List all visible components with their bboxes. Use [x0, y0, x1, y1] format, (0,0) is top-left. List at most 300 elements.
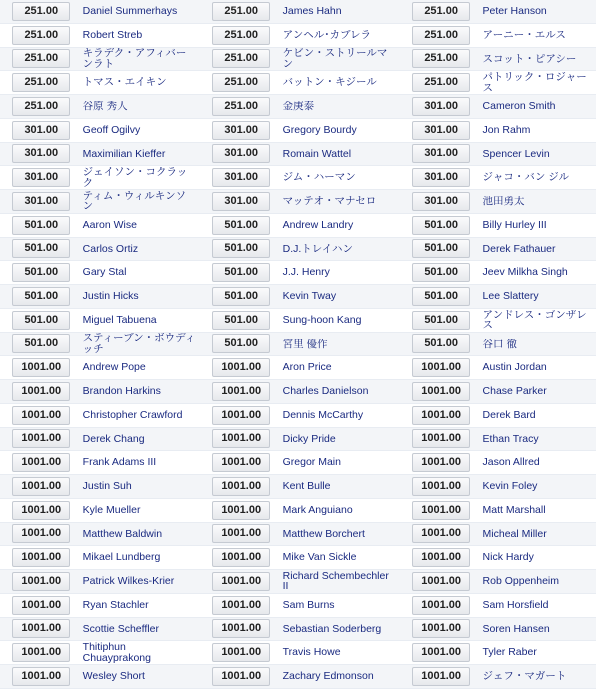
player-name: アンドレス・ゴンザレス — [482, 309, 587, 331]
odds-cell — [204, 261, 279, 285]
odds-button[interactable]: 501.00 — [212, 216, 270, 235]
odds-button[interactable]: 251.00 — [412, 49, 470, 68]
odds-cell — [404, 118, 479, 142]
odds-button[interactable]: 251.00 — [12, 49, 70, 68]
odds-button[interactable]: 301.00 — [412, 97, 470, 116]
column-gap — [396, 665, 404, 689]
odds-cell — [404, 332, 479, 356]
odds-button[interactable]: 1001.00 — [12, 619, 70, 638]
odds-button[interactable]: 1001.00 — [12, 572, 70, 591]
column-gap — [396, 356, 404, 380]
odds-button[interactable]: 501.00 — [412, 263, 470, 282]
player-name: Derek Bard — [482, 409, 536, 421]
odds-button[interactable]: 251.00 — [412, 26, 470, 45]
odds-button[interactable]: 1001.00 — [12, 643, 70, 662]
odds-cell — [404, 261, 479, 285]
player-name: 宮里 優作 — [282, 338, 328, 350]
odds-button[interactable]: 1001.00 — [412, 382, 470, 401]
player-name: Geoff Ogilvy — [82, 124, 141, 136]
column-gap — [196, 166, 204, 190]
odds-cell — [204, 332, 279, 356]
odds-button[interactable]: 301.00 — [12, 192, 70, 211]
odds-cell — [204, 427, 279, 451]
player-cell — [479, 475, 596, 499]
odds-button[interactable]: 501.00 — [212, 239, 270, 258]
player-cell — [479, 522, 596, 546]
player-name: スティーブン・ボウディッチ — [82, 333, 196, 355]
player-name: バットン・キジール — [282, 77, 377, 88]
odds-button[interactable]: 1001.00 — [212, 477, 270, 496]
odds-button[interactable]: 1001.00 — [412, 572, 470, 591]
player-name: Derek Chang — [82, 433, 145, 445]
player-name: Carlos Ortiz — [82, 243, 139, 255]
player-cell — [479, 237, 596, 261]
odds-cell — [404, 308, 479, 332]
odds-button[interactable]: 501.00 — [12, 216, 70, 235]
player-name: Dicky Pride — [282, 433, 336, 445]
odds-cell — [4, 0, 79, 23]
odds-button[interactable]: 1001.00 — [412, 619, 470, 638]
column-gap — [196, 118, 204, 142]
odds-button[interactable]: 251.00 — [212, 97, 270, 116]
player-name: Tyler Raber — [482, 647, 537, 658]
odds-cell — [404, 285, 479, 309]
odds-cell — [4, 23, 79, 47]
odds-cell — [4, 641, 79, 665]
player-name: ケビン・ストリールマン — [282, 48, 388, 70]
odds-button[interactable]: 301.00 — [412, 192, 470, 211]
odds-cell — [404, 451, 479, 475]
player-name: Ethan Tracy — [482, 433, 539, 445]
player-name: Justin Hicks — [82, 291, 139, 302]
table-row — [0, 356, 596, 380]
odds-button[interactable]: 1001.00 — [212, 667, 270, 686]
player-cell — [279, 190, 396, 214]
player-cell — [279, 451, 396, 475]
odds-cell — [4, 546, 79, 570]
player-name: Sam Burns — [282, 599, 335, 611]
odds-button[interactable]: 501.00 — [412, 239, 470, 258]
player-cell — [79, 0, 196, 23]
player-cell — [479, 190, 596, 214]
odds-button[interactable]: 251.00 — [12, 26, 70, 45]
odds-button[interactable]: 301.00 — [412, 168, 470, 187]
odds-button[interactable]: 1001.00 — [212, 501, 270, 520]
odds-button[interactable]: 1001.00 — [212, 643, 270, 662]
odds-cell — [404, 617, 479, 641]
player-cell — [79, 522, 196, 546]
player-name: Mark Anguiano — [282, 504, 353, 516]
table-row — [0, 190, 596, 214]
column-gap — [196, 95, 204, 119]
player-name: Billy Hurley III — [482, 219, 547, 231]
player-name: Travis Howe — [282, 647, 341, 658]
player-cell — [79, 617, 196, 641]
player-cell — [279, 380, 396, 404]
column-gap — [396, 142, 404, 166]
odds-cell — [4, 593, 79, 617]
column-gap — [196, 142, 204, 166]
player-name: Scottie Scheffler — [82, 623, 159, 635]
player-name: Kent Bulle — [282, 481, 331, 492]
odds-button[interactable]: 1001.00 — [412, 596, 470, 615]
odds-button[interactable]: 1001.00 — [412, 524, 470, 543]
odds-button[interactable]: 1001.00 — [12, 596, 70, 615]
player-name: Rob Oppenheim — [482, 576, 560, 587]
player-name: 金庚泰 — [282, 101, 315, 112]
odds-button[interactable]: 251.00 — [212, 49, 270, 68]
player-name: Sung-hoon Kang — [282, 314, 362, 326]
player-cell — [279, 593, 396, 617]
odds-button[interactable]: 1001.00 — [412, 453, 470, 472]
player-cell — [479, 213, 596, 237]
odds-button[interactable]: 501.00 — [12, 239, 70, 258]
table-row — [0, 403, 596, 427]
odds-button[interactable]: 301.00 — [412, 144, 470, 163]
odds-button[interactable]: 1001.00 — [12, 667, 70, 686]
player-name: Patrick Wilkes-Krier — [82, 576, 175, 587]
odds-cell — [204, 380, 279, 404]
odds-button[interactable]: 301.00 — [12, 121, 70, 140]
column-gap — [396, 166, 404, 190]
odds-button[interactable]: 501.00 — [412, 287, 470, 306]
player-cell — [479, 261, 596, 285]
player-name: Matthew Baldwin — [82, 528, 163, 540]
odds-cell — [404, 71, 479, 95]
player-cell — [279, 23, 396, 47]
player-cell — [279, 95, 396, 119]
player-name: Zachary Edmonson — [282, 671, 374, 682]
odds-cell — [404, 237, 479, 261]
odds-button[interactable]: 1001.00 — [212, 406, 270, 425]
odds-button[interactable]: 301.00 — [212, 144, 270, 163]
odds-button[interactable]: 1001.00 — [212, 572, 270, 591]
player-name: Justin Suh — [82, 481, 132, 492]
odds-cell — [4, 570, 79, 594]
player-name: Kevin Tway — [282, 291, 337, 302]
odds-cell — [404, 498, 479, 522]
odds-button[interactable]: 501.00 — [212, 311, 270, 330]
odds-cell — [204, 285, 279, 309]
player-name: Ryan Stachler — [82, 599, 149, 611]
column-gap — [196, 285, 204, 309]
odds-cell — [4, 475, 79, 499]
player-cell — [279, 546, 396, 570]
odds-button[interactable]: 1001.00 — [212, 453, 270, 472]
column-gap — [196, 237, 204, 261]
odds-button[interactable]: 1001.00 — [412, 501, 470, 520]
player-cell — [479, 166, 596, 190]
odds-button[interactable]: 1001.00 — [412, 667, 470, 686]
odds-button[interactable]: 1001.00 — [412, 548, 470, 567]
player-name: Jeev Milkha Singh — [482, 267, 568, 278]
player-cell — [479, 451, 596, 475]
odds-cell — [204, 308, 279, 332]
odds-cell — [4, 71, 79, 95]
player-name: アーニー・エルス — [482, 29, 566, 41]
player-name: スコット・ピアシー — [482, 53, 577, 65]
odds-button[interactable]: 1001.00 — [12, 477, 70, 496]
player-cell — [479, 498, 596, 522]
odds-button[interactable]: 1001.00 — [212, 382, 270, 401]
odds-cell — [4, 403, 79, 427]
player-cell — [279, 403, 396, 427]
table-row — [0, 451, 596, 475]
player-cell — [79, 47, 196, 71]
odds-button[interactable]: 1001.00 — [12, 501, 70, 520]
odds-cell — [4, 665, 79, 689]
odds-cell — [404, 427, 479, 451]
column-gap — [196, 213, 204, 237]
player-cell — [279, 285, 396, 309]
player-cell — [79, 166, 196, 190]
player-cell — [79, 23, 196, 47]
odds-button[interactable]: 1001.00 — [412, 429, 470, 448]
odds-cell — [204, 665, 279, 689]
odds-button[interactable]: 501.00 — [412, 334, 470, 353]
odds-cell — [204, 118, 279, 142]
column-gap — [196, 47, 204, 71]
player-name: Christopher Crawford — [82, 409, 183, 421]
player-name: Gregor Main — [282, 457, 341, 468]
column-gap — [396, 0, 404, 23]
player-name: トマス・エイキン — [82, 77, 167, 88]
odds-cell — [404, 190, 479, 214]
odds-button[interactable]: 1001.00 — [212, 619, 270, 638]
column-gap — [396, 285, 404, 309]
odds-button[interactable]: 1001.00 — [212, 548, 270, 567]
table-row — [0, 380, 596, 404]
column-gap — [196, 665, 204, 689]
player-cell — [79, 356, 196, 380]
column-gap — [396, 522, 404, 546]
player-cell — [479, 641, 596, 665]
column-gap — [196, 617, 204, 641]
player-name: Gary Stal — [82, 267, 127, 278]
player-cell — [279, 71, 396, 95]
player-cell — [479, 0, 596, 23]
odds-cell — [204, 47, 279, 71]
player-cell — [479, 71, 596, 95]
odds-button[interactable]: 501.00 — [12, 263, 70, 282]
odds-button[interactable]: 1001.00 — [12, 358, 70, 377]
player-cell — [79, 641, 196, 665]
player-cell — [479, 380, 596, 404]
odds-cell — [404, 522, 479, 546]
odds-cell — [204, 403, 279, 427]
column-gap — [396, 23, 404, 47]
odds-cell — [4, 522, 79, 546]
column-gap — [196, 403, 204, 427]
odds-button[interactable]: 1001.00 — [412, 406, 470, 425]
player-cell — [479, 308, 596, 332]
player-cell — [79, 380, 196, 404]
odds-cell — [404, 23, 479, 47]
odds-cell — [404, 0, 479, 23]
player-cell — [79, 403, 196, 427]
odds-cell — [404, 95, 479, 119]
odds-button[interactable]: 1001.00 — [412, 358, 470, 377]
odds-cell — [404, 665, 479, 689]
odds-button[interactable]: 251.00 — [12, 73, 70, 92]
player-name: J.J. Henry — [282, 267, 330, 278]
odds-button[interactable]: 301.00 — [212, 168, 270, 187]
column-gap — [196, 23, 204, 47]
table-row — [0, 498, 596, 522]
odds-cell — [4, 285, 79, 309]
odds-button[interactable]: 251.00 — [412, 73, 470, 92]
odds-button[interactable]: 301.00 — [12, 144, 70, 163]
odds-button[interactable]: 1001.00 — [212, 358, 270, 377]
odds-cell — [204, 71, 279, 95]
odds-cell — [4, 332, 79, 356]
player-name: Romain Wattel — [282, 148, 352, 160]
player-cell — [79, 570, 196, 594]
player-cell — [79, 427, 196, 451]
odds-cell — [4, 47, 79, 71]
odds-button[interactable]: 501.00 — [12, 334, 70, 353]
odds-button[interactable]: 301.00 — [12, 168, 70, 187]
table-row — [0, 0, 596, 23]
table-row — [0, 95, 596, 119]
odds-cell — [404, 593, 479, 617]
odds-button[interactable]: 1001.00 — [412, 643, 470, 662]
odds-cell — [404, 356, 479, 380]
table-row — [0, 546, 596, 570]
player-cell — [79, 285, 196, 309]
table-row — [0, 285, 596, 309]
odds-button[interactable]: 501.00 — [212, 287, 270, 306]
odds-button[interactable]: 251.00 — [412, 2, 470, 21]
player-cell — [479, 142, 596, 166]
table-row — [0, 308, 596, 332]
odds-cell — [404, 213, 479, 237]
player-cell — [279, 522, 396, 546]
odds-button[interactable]: 501.00 — [12, 311, 70, 330]
odds-button[interactable]: 251.00 — [212, 73, 270, 92]
odds-button[interactable]: 501.00 — [412, 216, 470, 235]
odds-button[interactable]: 501.00 — [412, 311, 470, 330]
odds-button[interactable]: 301.00 — [212, 121, 270, 140]
odds-button[interactable]: 1001.00 — [12, 548, 70, 567]
player-cell — [479, 570, 596, 594]
player-name: Charles Danielson — [282, 386, 369, 397]
player-name: ジャコ・バン ジル — [482, 172, 569, 183]
player-cell — [79, 451, 196, 475]
odds-button[interactable]: 501.00 — [212, 334, 270, 353]
player-name: ジェイソン・コクラック — [82, 167, 188, 189]
player-name: Brandon Harkins — [82, 386, 161, 397]
table-row — [0, 332, 596, 356]
odds-cell — [4, 356, 79, 380]
odds-button[interactable]: 1001.00 — [212, 596, 270, 615]
odds-button[interactable]: 1001.00 — [212, 429, 270, 448]
player-cell — [79, 308, 196, 332]
odds-cell — [4, 142, 79, 166]
odds-cell — [204, 475, 279, 499]
odds-cell — [4, 95, 79, 119]
player-name: Aaron Wise — [82, 219, 137, 231]
player-name: Frank Adams III — [82, 457, 157, 468]
table-row — [0, 47, 596, 71]
table-row — [0, 23, 596, 47]
player-name: Dennis McCarthy — [282, 409, 364, 421]
player-cell — [479, 665, 596, 689]
player-cell — [479, 356, 596, 380]
table-row — [0, 570, 596, 594]
column-gap — [396, 71, 404, 95]
column-gap — [396, 570, 404, 594]
player-name: Kyle Mueller — [82, 504, 141, 516]
player-name: James Hahn — [282, 6, 342, 17]
player-cell — [79, 118, 196, 142]
player-cell — [79, 142, 196, 166]
odds-cell — [4, 617, 79, 641]
player-name: Maximilian Kieffer — [82, 148, 166, 160]
column-gap — [196, 332, 204, 356]
odds-cell — [4, 166, 79, 190]
odds-button[interactable]: 251.00 — [12, 2, 70, 21]
odds-button[interactable]: 301.00 — [212, 192, 270, 211]
column-gap — [396, 475, 404, 499]
player-name: Chase Parker — [482, 386, 547, 397]
column-gap — [196, 261, 204, 285]
player-cell — [279, 475, 396, 499]
odds-cell — [4, 261, 79, 285]
column-gap — [196, 570, 204, 594]
player-name: Mike Van Sickle — [282, 552, 357, 563]
odds-button[interactable]: 1001.00 — [412, 477, 470, 496]
player-name: Soren Hansen — [482, 623, 550, 635]
odds-button[interactable]: 1001.00 — [12, 524, 70, 543]
odds-button[interactable]: 251.00 — [212, 2, 270, 21]
column-gap — [196, 522, 204, 546]
table-row — [0, 261, 596, 285]
player-name: Sebastian Soderberg — [282, 623, 382, 635]
odds-button[interactable]: 501.00 — [12, 287, 70, 306]
player-cell — [279, 356, 396, 380]
odds-cell — [204, 23, 279, 47]
column-gap — [196, 451, 204, 475]
odds-button[interactable]: 301.00 — [412, 121, 470, 140]
odds-button[interactable]: 251.00 — [12, 97, 70, 116]
odds-button[interactable]: 1001.00 — [12, 382, 70, 401]
column-gap — [396, 308, 404, 332]
table-row — [0, 617, 596, 641]
column-gap — [396, 190, 404, 214]
player-cell — [279, 0, 396, 23]
player-cell — [279, 261, 396, 285]
player-name: Aron Price — [282, 362, 332, 373]
odds-button[interactable]: 251.00 — [212, 26, 270, 45]
player-cell — [279, 237, 396, 261]
odds-cell — [4, 451, 79, 475]
odds-button[interactable]: 1001.00 — [12, 429, 70, 448]
odds-button[interactable]: 501.00 — [212, 263, 270, 282]
odds-button[interactable]: 1001.00 — [12, 406, 70, 425]
player-cell — [479, 427, 596, 451]
player-name: Austin Jordan — [482, 362, 547, 373]
player-name: Matt Marshall — [482, 504, 546, 516]
player-cell — [279, 142, 396, 166]
player-cell — [479, 332, 596, 356]
odds-button[interactable]: 1001.00 — [12, 453, 70, 472]
player-name: Daniel Summerhays — [82, 6, 178, 17]
player-name: Andrew Landry — [282, 219, 354, 231]
player-name: パトリック・ロジャース — [482, 72, 587, 94]
player-cell — [79, 498, 196, 522]
odds-button[interactable]: 1001.00 — [212, 524, 270, 543]
